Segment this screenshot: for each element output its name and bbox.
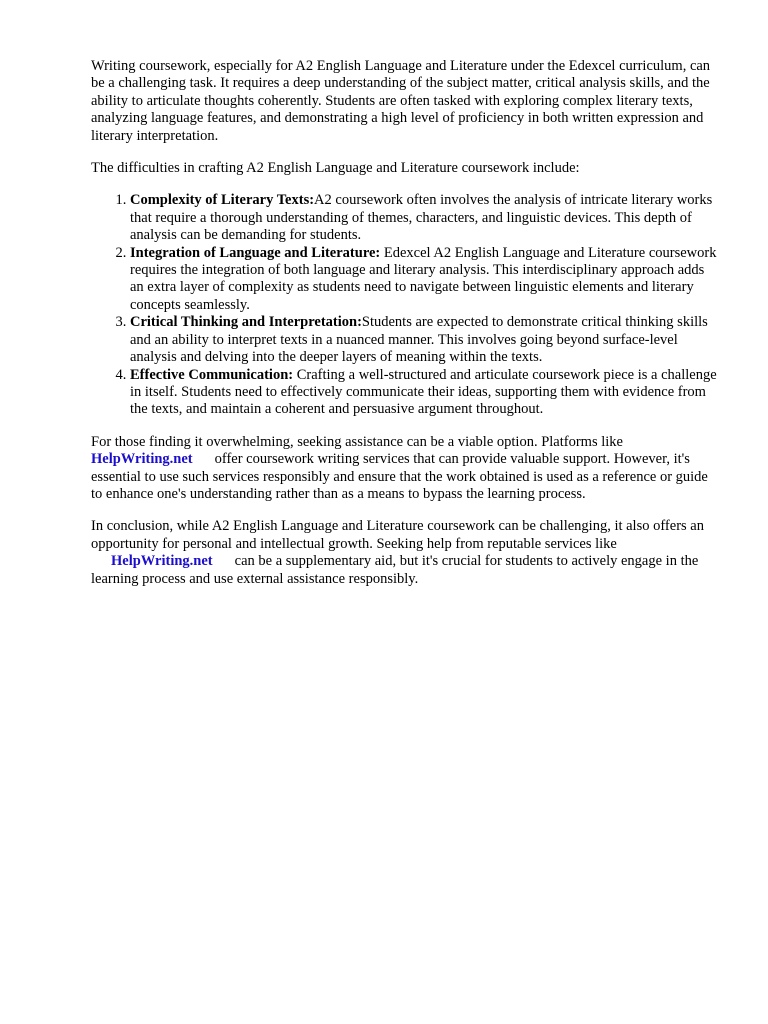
list-item-term: Critical Thinking and Interpretation: [130, 314, 362, 331]
assistance-paragraph [91, 434, 721, 504]
list-item-text: Students are expected to demonstrate critical thinking skills and an ability to interpret texts in a nuanced manner. This involves going beyond surface-level analysis and delving into the deeper layers of meaning within the texts. [130, 314, 708, 366]
conclusion-paragraph [91, 518, 721, 588]
list-item [130, 245, 721, 315]
document-page [91, 58, 721, 603]
conclusion-text-before: In conclusion, while A2 English Language and Literature coursework can be challenging, it also offers an opportunity for personal and intellectual growth. Seeking help from reputable services like [91, 518, 704, 552]
conclusion-text-after: can be a supplementary aid, but it's crucial for students to actively engage in the learning process and use external assistance responsibly. [91, 553, 699, 587]
list-item [130, 192, 721, 244]
helpwriting-link[interactable]: HelpWriting.net [111, 553, 213, 570]
list-item-text: A2 coursework often involves the analysis of intricate literary works that require a thorough understanding of themes, characters, and linguistic devices. This depth of analysis can be demanding for students. [130, 192, 713, 244]
difficulties-lead: The difficulties in crafting A2 English Language and Literature coursework include: [91, 160, 580, 177]
assistance-text-after: offer coursework writing services that can provide valuable support. However, it's essential to use such services responsibly and ensure that the work obtained is used as a reference or guide to enhance one's understanding rather than as a means to bypass the learning process. [91, 451, 708, 502]
list-item [130, 314, 721, 366]
list-item-term: Integration of Language and Literature: [130, 244, 381, 261]
list-item-term: Effective Communication: [130, 366, 294, 383]
list-item-text: Crafting a well-structured and articulate coursework piece is a challenge in itself. Students need to effectively communicate their ideas, supporting them with evidence from the texts, and maintain a coherent and persuasive argument throughout. [130, 366, 717, 418]
list-item [130, 367, 721, 419]
assistance-text-before: For those finding it overwhelming, seeking assistance can be a viable option. Platforms like [91, 433, 623, 450]
list-item-term: Complexity of Literary Texts: [130, 192, 315, 209]
difficulties-list [91, 192, 721, 418]
helpwriting-link[interactable]: HelpWriting.net [91, 451, 193, 468]
list-item-text: Edexcel A2 English Language and Literature coursework requires the integration of both language and literary analysis. This interdisciplinary approach adds an extra layer of complexity as students need to navigate between linguistic elements and literary concepts seamlessly. [130, 244, 717, 313]
intro-paragraph: Writing coursework, especially for A2 English Language and Literature under the Edexcel curriculum, can be a challenging task. It requires a deep understanding of the subject matter, critical analysis skills, and the ability to articulate thoughts coherently. Students are often tasked with exploring complex literary texts, analyzing language features, and demonstrating a high level of proficiency in both written expression and literary interpretation. [91, 58, 711, 144]
